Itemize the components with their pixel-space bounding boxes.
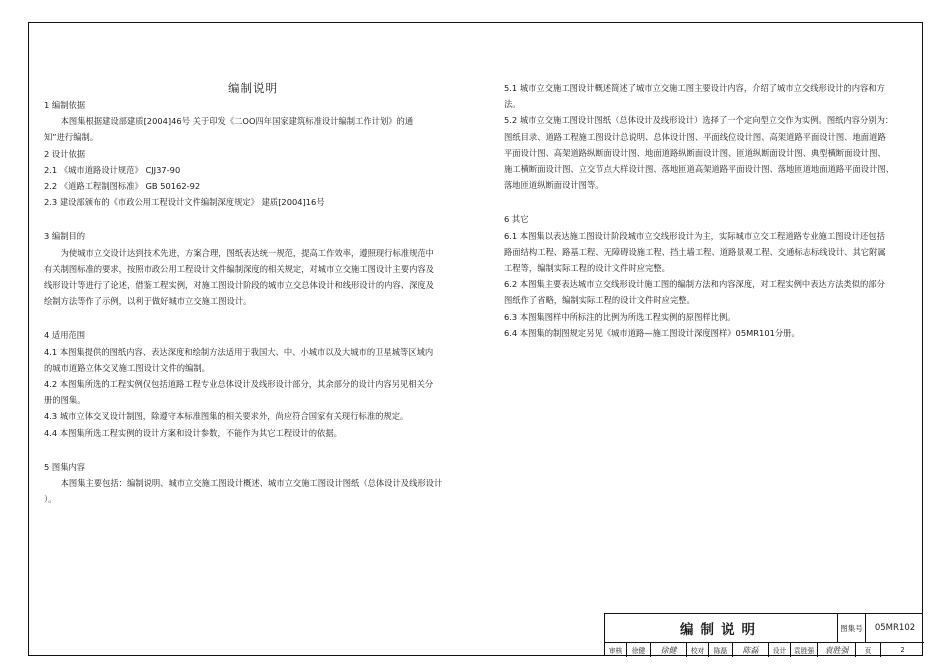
text-line: 本图集根据建设部建质[2004]46号 关于印发《二OO四年国家建筑标准设计编制工作计划》的通 <box>60 116 414 127</box>
signature-cell-sig: 袁胜强 <box>818 643 856 657</box>
text-line: 4.1 本图集提供的图纸内容、表达深度和绘制方法适用于我国大、中、小城市以及大城市的卫星城等区域内 <box>44 346 434 357</box>
text-line: ）。 <box>44 494 57 505</box>
text-line: 落地匝道纵断面设计图等。 <box>504 180 604 191</box>
paragraph-spacer <box>504 193 908 211</box>
text-line: 册的图集。 <box>44 395 86 406</box>
signature-cell-value: 2 <box>900 646 905 654</box>
text-line: 6.1 本图集以表达施工图设计阶段城市立交线形设计为主，实际城市立交工程道路专业施工图设计还包括 <box>504 230 885 241</box>
signature-cell-label: 页 <box>856 643 881 657</box>
right-column <box>504 80 908 341</box>
text-line: 本图集主要包括：编制说明、城市立交施工图设计概述、城市立交施工图设计图纸（总体设计及线形设计 <box>60 478 443 489</box>
text-line: 线形设计等进行了论述，借鉴工程实例，对施工图设计阶段的城市立交总体设计和线形设计的内容、深度及 <box>44 280 434 291</box>
text-line: 法。 <box>504 99 521 110</box>
text-line: 工程等，编制实际工程的设计文件时应完整。 <box>504 263 670 274</box>
signature-cell-label: 校对 <box>687 643 709 657</box>
text-line: 2.3 建设部颁布的《市政公用工程设计文件编制深度规定》 建质[2004]16号 <box>44 197 325 208</box>
text-line: 6.3 本图集图样中所标注的比例为所选工程实例的原图样比例。 <box>504 311 736 322</box>
text-line: 平面设计图、高架道路纵断面设计图、地面道路纵断面设计图、匝道纵断面设计图、典型横断面设计图、 <box>504 147 886 158</box>
text-line: 路面结构工程、路基工程、无障碍设施工程、挡土墙工程、道路景观工程、交通标志标线设计、其它附属 <box>504 246 886 257</box>
section-heading: 6 其它 <box>504 214 529 225</box>
text-line: 6.2 本图集主要表达城市立交线形设计施工图的编制方法和内容深度，对工程实例中表达方法类似的部分 <box>504 279 885 290</box>
text-line: 有关制图标准的要求，按照市政公用工程设计文件编制深度的相关规定，对城市立交施工图设计主要内容及 <box>44 263 434 274</box>
text-line: 为使城市立交设计达到技术先进，方案合理，图纸表达统一规范，提高工作效率，遵照现行标准规范中 <box>60 247 434 258</box>
text-line: 5.1 城市立交施工图设计概述简述了城市立交施工图主要设计内容，介绍了城市立交线形设计的内容和方 <box>504 83 885 93</box>
right-column-body <box>504 80 908 341</box>
text-line: 图纸目录、道路工程施工图设计总说明、总体设计图、平面线位设计图、高架道路平面设计图、地面道路 <box>504 131 886 142</box>
signature-cell-name: 徐健 <box>627 643 651 657</box>
signature-cell-name: 陈磊 <box>709 643 733 657</box>
text-line: 图纸作了省略，编制实际工程的设计文件时应完整。 <box>504 295 695 306</box>
paragraph-spacer <box>44 441 462 459</box>
signature-cell-name: 袁胜强 <box>791 643 818 657</box>
text-line: 4.2 本图集所选的工程实例仅包括道路工程专业总体设计及线形设计部分，其余部分的设计内容另见相关分 <box>44 379 434 390</box>
text-line: 的城市道路立体交叉施工图设计文件的编制。 <box>44 362 210 373</box>
section-heading: 4 适用范围 <box>44 330 86 341</box>
section-heading: 5 图集内容 <box>44 461 86 472</box>
text-line: 4.4 本图集所选工程实例的设计方案和设计参数，不能作为其它工程设计的依据。 <box>44 427 342 438</box>
atlas-number: 05MR102 <box>866 614 924 643</box>
title-block-title: 编制说明 <box>605 614 838 643</box>
signature-cell-label: 设计 <box>769 643 791 657</box>
text-line: 2.1 《城市道路设计规范》 CJJ37-90 <box>44 164 181 175</box>
section-heading: 2 设计依据 <box>44 148 86 159</box>
left-column-body <box>44 97 462 507</box>
paragraph-spacer <box>44 210 462 228</box>
page-title: 编制说明 <box>228 81 278 95</box>
section-heading: 3 编制目的 <box>44 231 86 242</box>
text-line: 施工横断面设计图、立交节点大样设计图、落地匝道高架道路平面设计图、落地匝道地面道路平面设计图、 <box>504 164 894 175</box>
text-line: 4.3 城市立体交叉设计制图，除遵守本标准图集的相关要求外，尚应符合国家有关现行标准的规定。 <box>44 411 409 422</box>
signature-cell-label: 审核 <box>605 643 627 657</box>
text-line: 知”进行编制。 <box>44 132 99 143</box>
text-line: 6.4 本图集的制图规定另见《城市道路—施工图设计深度图样》05MR101分册。 <box>504 327 800 338</box>
section-heading: 1 编制依据 <box>44 100 86 110</box>
paragraph-spacer <box>44 309 462 327</box>
text-line: 绘制方法等作了示例，以利于做好城市立交施工图设计。 <box>44 296 252 307</box>
title-block <box>604 613 923 656</box>
atlas-number-label: 图集号 <box>838 614 866 643</box>
text-line: 5.2 城市立交施工图设计图纸（总体设计及线形设计）选择了一个定向型立交作为实例。图纸内容分别为： <box>504 115 894 126</box>
signature-cell-sig: 徐健 <box>651 643 687 657</box>
signature-cell-sig: 陈磊 <box>733 643 769 657</box>
text-line: 2.2 《道路工程制图标准》 GB 50162-92 <box>44 181 201 192</box>
signature-row <box>605 643 924 657</box>
left-column <box>44 80 462 507</box>
